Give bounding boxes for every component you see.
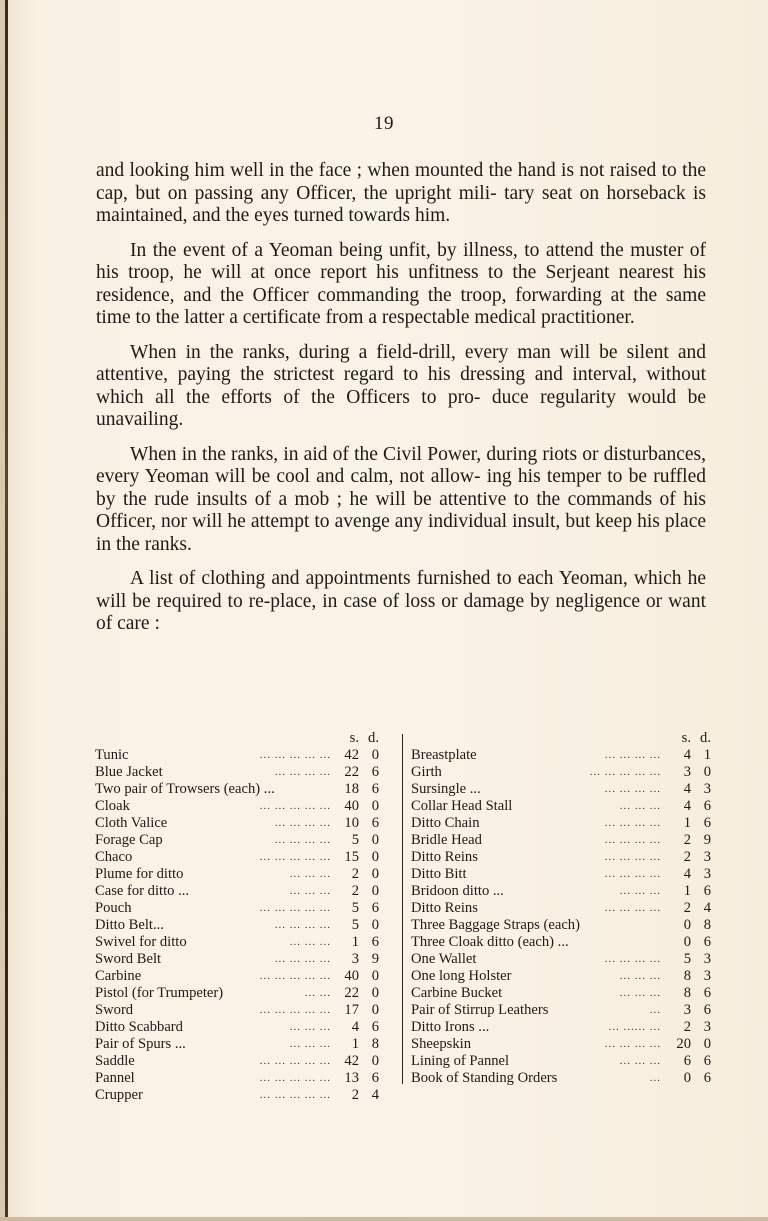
text-line: ing his temper to be ruffled by the rude insults of a mob ; he [96,466,706,510]
shillings-value: 10 [344,815,359,831]
text-line: by negligence or want of care : [96,590,707,634]
pence-value: 1 [703,747,711,763]
leader-dots: ... ... ... [619,987,661,999]
text-line: A list of clothing and appointments furnished to each Yeoman, [130,568,628,589]
leader-dots: ... ... ... ... ... [259,902,331,914]
pence-value: 3 [703,781,711,797]
shillings-value: 2 [683,832,691,848]
leader-dots: ... ... ... [289,1021,331,1033]
price-row [411,747,711,764]
item-name: Three Baggage Straps (each) [411,917,580,933]
pence-value: 6 [371,764,379,780]
shillings-value: 4 [683,781,691,797]
price-row [95,866,393,883]
item-name: Ditto Reins [411,849,478,865]
page-number: 19 [374,113,394,134]
shillings-value: 3 [683,764,691,780]
pence-value: 0 [703,764,711,780]
pence-value: 6 [371,934,379,950]
shillings-value: 18 [344,781,359,797]
leader-dots: ... ... ... ... ... [259,1089,331,1101]
pence-value: 0 [371,917,379,933]
item-name: Ditto Irons ... [411,1019,490,1035]
text-line: In the event of a Yeoman being unfit, by illness, to attend [130,239,594,261]
item-name: Blue Jacket [95,764,163,780]
pence-value: 9 [703,832,711,848]
shillings-value: 2 [683,849,691,865]
price-row [95,1036,393,1053]
leader-dots: ... ...... ... [608,1021,661,1033]
item-name: Breastplate [411,747,477,763]
item-name: Cloth Valice [95,815,168,831]
price-row [411,917,711,934]
pence-value: 8 [703,917,711,933]
text-line: him. [414,205,451,226]
price-row [411,985,711,1002]
price-row [411,900,711,917]
leader-dots: ... ... ... ... [604,783,661,795]
item-name: Saddle [95,1053,135,1069]
item-name: Carbine Bucket [411,985,503,1001]
item-name: Ditto Chain [411,815,480,831]
pence-value: 6 [703,1053,711,1069]
price-row [95,1070,393,1087]
price-row [95,951,393,968]
price-row [411,764,711,781]
shillings-value: 42 [344,1053,359,1069]
text-line: from a respectable medical practitioner. [325,307,635,328]
shillings-value: 0 [683,917,691,933]
shillings-value: 1 [683,883,691,899]
paragraph [96,240,706,330]
text-line: which he will be required to re-place, in case of loss or damage [96,568,707,612]
item-name: Ditto Belt... [95,917,164,933]
pence-value: 0 [371,849,379,865]
leader-dots: ... ... ... ... ... [589,766,661,778]
shillings-header: s. [681,730,691,746]
page-bottom-edge [0,1217,768,1221]
price-row [95,883,393,900]
pence-value: 0 [371,985,379,1001]
paragraph [96,568,706,636]
item-name: Ditto Bitt [411,866,467,882]
shillings-value: 15 [344,849,359,865]
text-line: or disturbances, every Yeoman will be cool and calm, not allow- [96,443,707,487]
item-name: Pistol (for Trumpeter) [95,985,224,1001]
item-name: One Wallet [411,951,477,967]
pence-value: 6 [371,781,379,797]
shillings-value: 1 [683,815,691,831]
text-line: the ranks. [116,533,192,555]
price-row [411,934,711,951]
shillings-value: 2 [351,1087,359,1103]
shillings-value: 4 [683,866,691,882]
leader-dots: ... ... ... ... [274,817,331,829]
item-name: Sword Belt [95,951,162,967]
leader-dots: ... ... ... ... ... [259,970,331,982]
item-name: Pair of Stirrup Leathers [411,1002,549,1018]
price-row [411,1053,711,1070]
item-name: Carbine [95,968,142,984]
price-row [95,781,393,798]
price-row [411,815,711,832]
price-row [411,1036,711,1053]
price-column-right [411,730,711,1087]
leader-dots: ... ... ... ... [604,902,661,914]
shillings-value: 40 [344,968,359,984]
item-name: Sheepskin [411,1036,471,1052]
shillings-value: 1 [351,1036,359,1052]
item-name: Crupper [95,1087,143,1103]
pence-value: 0 [371,968,379,984]
pence-value: 6 [371,1019,379,1035]
shillings-value: 0 [683,1070,691,1086]
shillings-value: 6 [683,1053,691,1069]
leader-dots: ... ... ... [619,800,661,812]
text-line: the troop, forwarding at the same time to the latter a certificate [96,284,706,328]
item-name: Pouch [95,900,132,916]
leader-dots: ... ... ... ... ... [259,1004,331,1016]
shillings-value: 20 [676,1036,691,1052]
price-row [95,764,393,781]
price-row [95,747,393,764]
item-name: Plume for ditto [95,866,184,882]
text-line: the muster of his troop, he will at once report his unfitness to [96,239,706,283]
pence-value: 0 [371,866,379,882]
pence-value: 0 [371,1002,379,1018]
pence-value: 6 [371,900,379,916]
shillings-value: 8 [683,968,691,984]
text-line: the Serjeant nearest his residence, and the Officer commanding [96,262,707,306]
item-name: Two pair of Trowsers (each) ... [95,781,275,797]
shillings-value: 4 [683,798,691,814]
text-line: When in the ranks, during a field-drill, every man will be [130,341,618,363]
pence-value: 0 [371,1053,379,1069]
pence-value: 3 [703,849,711,865]
price-row [411,1070,711,1087]
item-name: Forage Cap [95,832,163,848]
book-binding-edge [5,0,8,1221]
leader-dots: ... ... ... ... [604,834,661,846]
shillings-value: 2 [351,883,359,899]
text-line: and interval, without which all the efforts of the Officers to pro- [96,364,706,408]
column-divider [402,734,403,1084]
pence-value: 0 [371,832,379,848]
shillings-value: 2 [683,1019,691,1035]
text-line: will be attentive to the commands of his Officer, nor will he [96,488,707,532]
price-row [411,781,711,798]
leader-dots: ... ... ... [619,970,661,982]
price-row [95,968,393,985]
leader-dots: ... ... ... ... [274,953,331,965]
text-line: When in the ranks, in aid of the Civil Power, during riots [130,443,578,465]
pence-header: d. [700,730,711,746]
leader-dots: ... ... ... [289,868,331,880]
pence-value: 6 [703,1002,711,1018]
item-name: One long Holster [411,968,512,984]
item-name: Sursingle ... [411,781,481,797]
price-row [95,1053,393,1070]
shillings-value: 2 [351,866,359,882]
shillings-header: s. [349,730,359,746]
leader-dots: ... ... ... ... ... [259,1072,331,1084]
leader-dots: ... ... ... ... [604,1038,661,1050]
pence-header: d. [368,730,379,746]
price-row [95,1002,393,1019]
pence-value: 3 [703,1019,711,1035]
item-name: Collar Head Stall [411,798,513,814]
item-name: Book of Standing Orders [411,1070,558,1086]
shillings-value: 4 [683,747,691,763]
price-row [95,832,393,849]
price-row [411,968,711,985]
pence-value: 8 [371,1036,379,1052]
pence-value: 6 [371,815,379,831]
leader-dots: ... ... ... [289,885,331,897]
shillings-value: 5 [683,951,691,967]
shillings-value: 4 [351,1019,359,1035]
shillings-value: 42 [344,747,359,763]
price-row [95,849,393,866]
pence-value: 6 [703,1070,711,1086]
text-line: tary seat on horseback is maintained, and the eyes turned towards [96,182,707,226]
text-line: attempt to avenge any individual insult, but keep his place in [96,511,706,555]
text-line: silent and attentive, paying the strictest regard to his dressing [96,341,707,385]
leader-dots: ... ... [304,987,331,999]
leader-dots: ... ... ... ... [604,749,661,761]
pence-value: 6 [703,815,711,831]
text-line: raised to the cap, but on passing any Officer, the upright mili- [96,160,706,204]
shillings-value: 13 [344,1070,359,1086]
price-row [411,1002,711,1019]
leader-dots: ... ... ... [289,936,331,948]
shillings-value: 5 [351,900,359,916]
item-name: Bridle Head [411,832,482,848]
leader-dots: ... ... ... [289,1038,331,1050]
price-row [95,798,393,815]
price-row [95,1087,393,1104]
price-row [95,917,393,934]
shillings-value: 17 [344,1002,359,1018]
price-row [411,798,711,815]
item-name: Chaco [95,849,133,865]
body-text [96,160,706,648]
leader-dots: ... ... ... ... [604,868,661,880]
leader-dots: ... [649,1004,661,1016]
shillings-value: 0 [683,934,691,950]
price-row [95,1019,393,1036]
shillings-value: 8 [683,985,691,1001]
clothing-price-table [95,730,711,1103]
pence-value: 6 [703,883,711,899]
leader-dots: ... ... ... [619,885,661,897]
column-header [411,730,711,747]
leader-dots: ... ... ... ... [604,817,661,829]
shillings-value: 2 [683,900,691,916]
item-name: Pannel [95,1070,135,1086]
item-name: Cloak [95,798,130,814]
price-row [411,883,711,900]
pence-value: 4 [371,1087,379,1103]
price-row [411,849,711,866]
leader-dots: ... ... ... ... [274,919,331,931]
item-name: Bridoon ditto ... [411,883,504,899]
text-line: duce regularity would be unavailing. [96,386,707,430]
price-column-left [95,730,393,1104]
leader-dots: ... ... ... ... ... [259,800,331,812]
price-row [411,866,711,883]
leader-dots: ... ... ... ... ... [259,1055,331,1067]
item-name: Case for ditto ... [95,883,190,899]
pence-value: 6 [703,798,711,814]
text-line: and looking him well in the face ; when mounted the hand is not [96,160,605,181]
pence-value: 6 [703,934,711,950]
price-row [95,985,393,1002]
shillings-value: 22 [344,764,359,780]
leader-dots: ... ... ... ... ... [259,749,331,761]
shillings-value: 22 [344,985,359,1001]
shillings-value: 5 [351,917,359,933]
price-row [95,815,393,832]
item-name: Swivel for ditto [95,934,187,950]
leader-dots: ... ... ... ... [274,834,331,846]
paragraph [96,160,706,228]
pence-value: 0 [371,883,379,899]
leader-dots: ... ... ... [619,1055,661,1067]
item-name: Lining of Pannel [411,1053,510,1069]
item-name: Ditto Reins [411,900,478,916]
paragraph [96,444,706,557]
item-name: Ditto Scabbard [95,1019,183,1035]
item-name: Pair of Spurs ... [95,1036,186,1052]
pence-value: 3 [703,951,711,967]
item-name: Sword [95,1002,134,1018]
leader-dots: ... [649,1072,661,1084]
pence-value: 6 [371,1070,379,1086]
shillings-value: 1 [351,934,359,950]
pence-value: 3 [703,866,711,882]
item-name: Girth [411,764,442,780]
pence-value: 0 [371,747,379,763]
item-name: Three Cloak ditto (each) ... [411,934,569,950]
leader-dots: ... ... ... ... [274,766,331,778]
pence-value: 9 [371,951,379,967]
shillings-value: 3 [683,1002,691,1018]
item-name: Tunic [95,747,129,763]
column-header [95,730,393,747]
leader-dots: ... ... ... ... [604,953,661,965]
price-row [95,934,393,951]
pence-value: 0 [371,798,379,814]
price-row [411,951,711,968]
paragraph [96,342,706,432]
leader-dots: ... ... ... ... [604,851,661,863]
shillings-value: 40 [344,798,359,814]
price-row [411,1019,711,1036]
pence-value: 6 [703,985,711,1001]
price-row [411,832,711,849]
pence-value: 3 [703,968,711,984]
shillings-value: 3 [351,951,359,967]
pence-value: 0 [703,1036,711,1052]
pence-value: 4 [703,900,711,916]
leader-dots: ... ... ... ... ... [259,851,331,863]
shillings-value: 5 [351,832,359,848]
price-row [95,900,393,917]
